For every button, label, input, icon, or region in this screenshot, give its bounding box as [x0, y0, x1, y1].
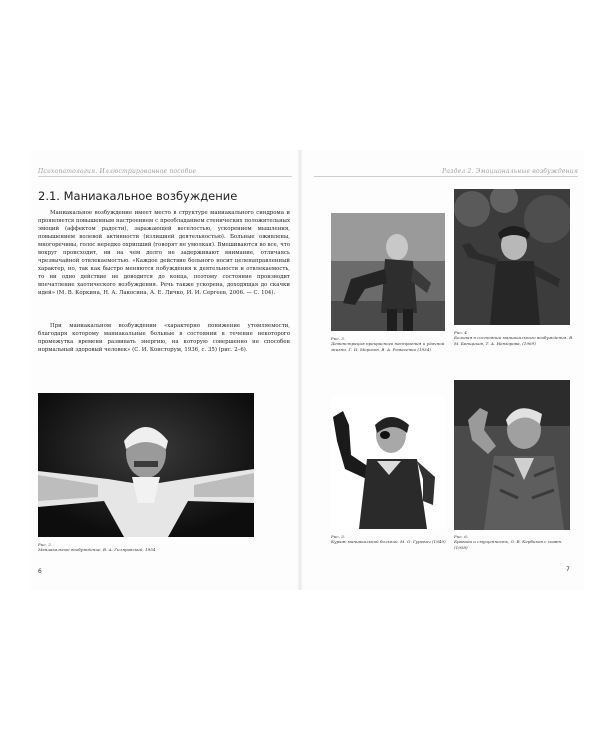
book-gutter [297, 150, 303, 590]
page-number-right: 7 [566, 566, 570, 573]
figure-3-number: Рис. 3. [331, 336, 346, 341]
figure-6-text: Бравада и смущенность, О. В. Кербиков с соавт. (1958) [454, 539, 563, 550]
figure-2-caption [38, 542, 258, 553]
figure-3-caption [331, 336, 451, 352]
running-head-left: Психопатология. Иллюстрированное пособие [38, 168, 197, 175]
page-number-left: 6 [38, 568, 42, 575]
section-title: 2.1. Маниакальное возбуждение [38, 189, 238, 203]
body-paragraph-2: При маниакальном возбуждении «характерно понижение утомляемости, благодаря которому маниакальные больные в состоянии в течение некоторого промежутка времени развивать энергию, на которую совершенно не способен нормальный здоровый человек» (С. И. Консторум, 1936, с. 35) (рис. 2–6). [38, 323, 290, 353]
figure-5-number: Рис. 5. [331, 534, 346, 539]
body-paragraph-1: Маниакальное возбуждение имеет место в структуре маниакального синдрома и проявляется повышенным настроением с преобладанием стенических положительных эмоций (аффектом радости), заражающей веселостью, ускорением мышления, повышением волевой активности (излишней деятельностью). Больные оживлены, многоречивы, голос нередко охрипший (говорят не умолкая). Вмешиваются во все, что вокруг происходит, ни на чем долго не задерживают внимание, отличаясь чрезвычайной отвлекаемостью. «Каждое действие больного носит целенаправленный характер, но, так как быстро меняются побуждения к деятельности и отвлекаемость, то ни одно действие не доводится до конца, поэтому состояние производит впечатление хаотического возбуждения. Речь также ускорена, доходящая до скачки идей» (М. В. Коркина, Н. А. Лакосина, А. Е. Личко, И. И. Сергеев, 2006. — С. 104). [38, 210, 290, 296]
figure-2-text: Маниакальное возбуждение. В. А. Гиляровский, 1954 [38, 547, 156, 553]
figure-2-number: Рис. 2. [38, 542, 53, 547]
figure-5-text: Кураж маниакальной больной. М. О. Гуревич (1949) [331, 539, 446, 545]
figure-3-text: Демонстрация прекрасного настроения и удачной жизни. Г. И. Морозов, В. А. Ромасенко (1954) [331, 341, 445, 352]
figure-6-photo [454, 380, 570, 530]
running-head-right: Раздел 2. Эмоциональные возбуждения [442, 168, 578, 175]
figure-4-photo [454, 189, 570, 325]
figure-4-caption [454, 330, 574, 346]
figure-4-text: Больная в состоянии маниакального возбуждения. В. М. Банщиков, Т. А. Невзорова, (1969) [454, 335, 574, 346]
header-rule-right [314, 176, 578, 177]
figure-5-caption [331, 534, 451, 545]
figure-4-number: Рис. 4 [454, 330, 467, 335]
figure-5-photo [331, 395, 445, 529]
figure-6-number: Рис. 6. [454, 534, 469, 539]
header-rule-left [38, 176, 292, 177]
figure-6-caption [454, 534, 576, 550]
figure-2-photo [38, 393, 254, 537]
figure-3-photo [331, 213, 445, 331]
